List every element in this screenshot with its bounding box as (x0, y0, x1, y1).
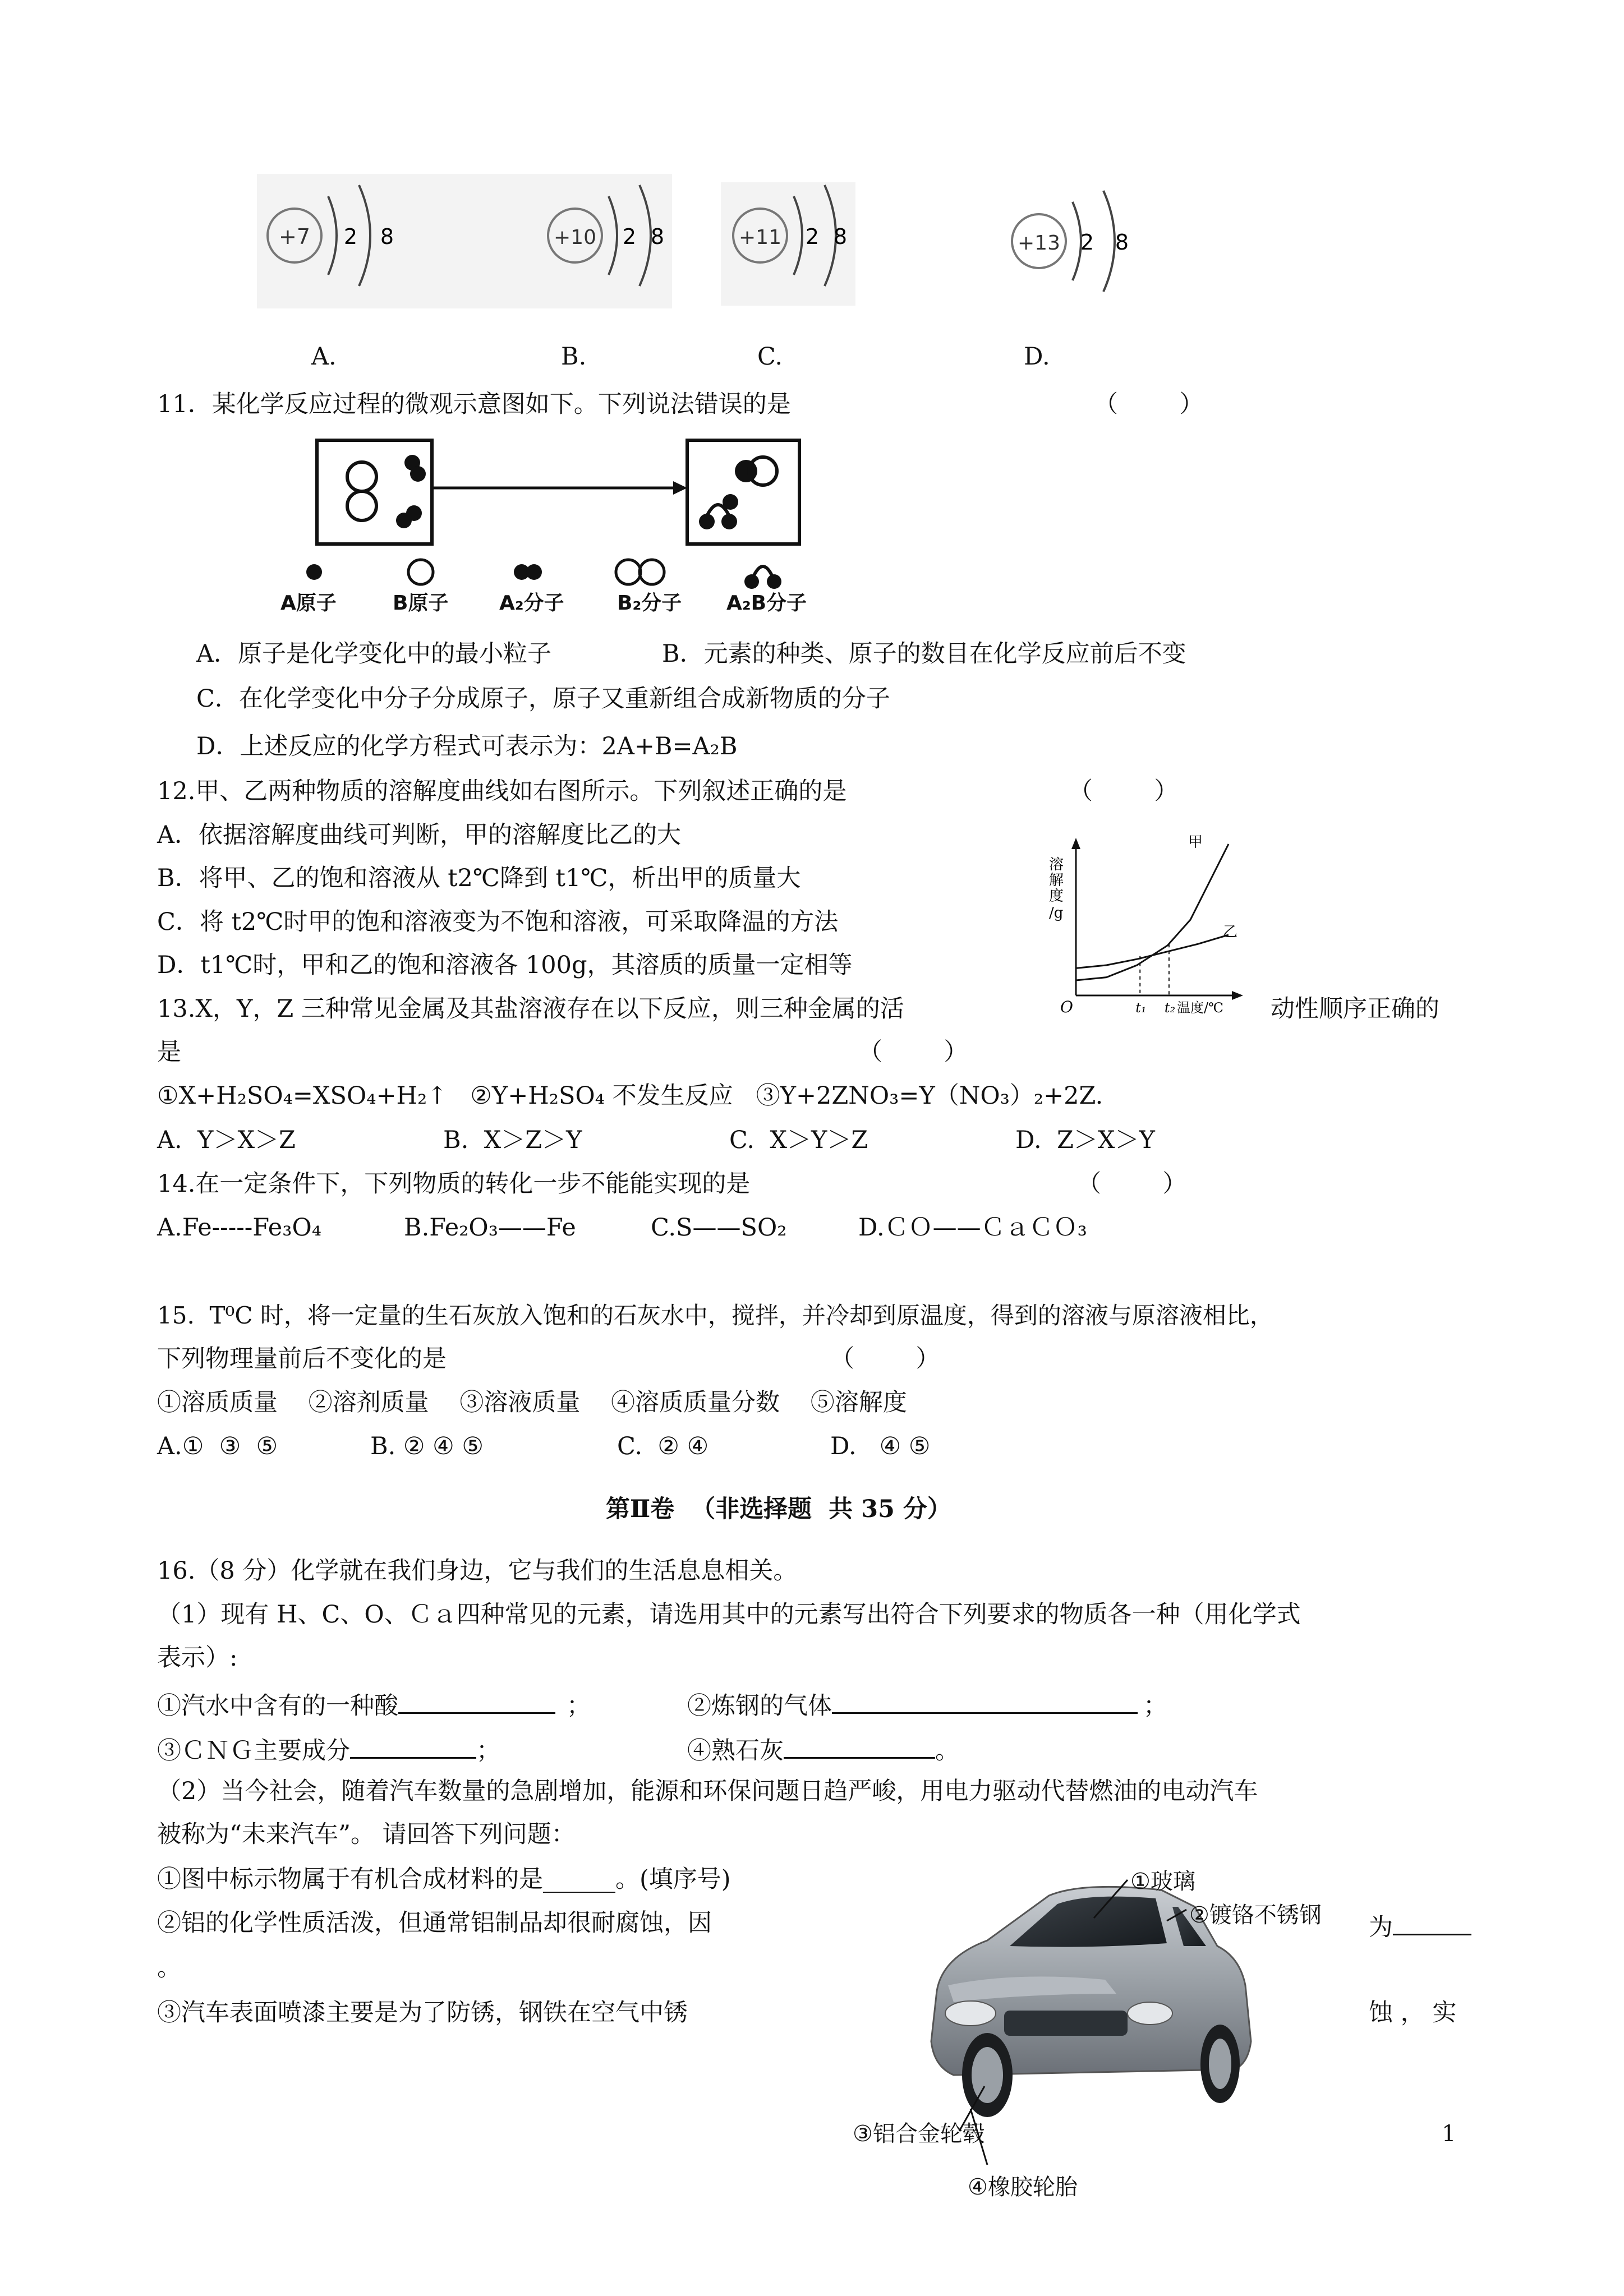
legend-b2-molecule: B₂分子 (617, 592, 682, 615)
svg-text:2: 2 (622, 224, 637, 249)
q16-part2-b: 被称为“未来汽车”。 请回答下列问题： (157, 1820, 576, 1848)
q13-answer-paren: （ ） (858, 1038, 968, 1066)
answer-blank-3[interactable] (350, 1735, 476, 1759)
chart-tick-t1: t₁ (1135, 1000, 1147, 1015)
atom-diagram-c (733, 185, 847, 286)
q13-option-a: A. Y＞X＞Z (157, 1126, 296, 1154)
q13-stem-2: 是 (157, 1038, 181, 1066)
q10-option-d: D. (1024, 343, 1050, 371)
q13-option-c: C. X＞Y＞Z (729, 1126, 868, 1154)
q11-answer-paren: （ ） (1094, 390, 1204, 418)
atom-diagram-a (268, 185, 394, 286)
q12-answer-paren: （ ） (1069, 777, 1179, 805)
q12-option-b: B．将甲、乙的饱和溶液从 t2℃降到 t1℃，析出甲的质量大 (157, 864, 801, 892)
car-label-chrome-steel: ②镀铬不锈钢 (1189, 1902, 1322, 1928)
q16-part2: （2）当今社会，随着汽车数量的急剧增加，能源和环保问题日趋严峻，用电力驱动代替燃油的电动汽车 (157, 1777, 1258, 1805)
chart-ylabel-3: 度 (1049, 888, 1064, 905)
q16-sub-2: ②铝的化学性质活泼，但通常铝制品却很耐腐蚀，因 (157, 1909, 712, 1937)
page-number: 1 (1442, 2121, 1456, 2147)
legend-a2b-molecule: A₂B分子 (726, 592, 807, 615)
car-label-glass: ①玻璃 (1130, 1869, 1195, 1894)
svg-text:+7: +7 (278, 224, 311, 249)
chart-ylabel-1: 溶 (1049, 856, 1064, 873)
chart-ylabel-2: 解 (1049, 872, 1064, 889)
legend-a2-molecule: A₂分子 (499, 592, 564, 615)
q16-stem: 16.（8 分）化学就在我们身边，它与我们的生活息息相关。 (157, 1557, 798, 1585)
q15-items: ①溶质质量 ②溶剂质量 ③溶液质量 ④溶质质量分数 ⑤溶解度 (157, 1389, 907, 1417)
q14-option-d: D.ＣＯ——ＣａＣＯ₃ (858, 1214, 1087, 1242)
q16-sub-3-right: 蚀 ， 实 (1369, 1999, 1457, 2027)
q14-option-a: A.Fe-----Fe₃O₄ (157, 1214, 321, 1242)
q15-stem: 15. T⁰C 时，将一定量的生石灰放入饱和的石灰水中，搅拌，并冷却到原温度，得到的溶液与原溶液相比， (157, 1302, 1273, 1329)
svg-text:+13: +13 (1018, 232, 1060, 255)
svg-text:2: 2 (805, 224, 820, 249)
section-title: 第Ⅱ卷 （非选择题 共 35 分） (606, 1495, 951, 1523)
series-label-jia: 甲 (1188, 834, 1203, 851)
legend-a2b-molecule-icon (744, 566, 781, 589)
chart-tick-t2: t₂ (1164, 1000, 1176, 1015)
q13-stem-tail: 动性顺序正确的 (1271, 995, 1439, 1023)
q15-option-c: C. ② ④ (617, 1432, 709, 1460)
svg-text:8: 8 (833, 224, 848, 249)
q14-stem: 14.在一定条件下，下列物质的转化一步不能能实现的是 (157, 1170, 751, 1198)
q13-stem: 13.X，Y，Z 三种常见金属及其盐溶液存在以下反应，则三种金属的活 (157, 995, 904, 1023)
q16-fill-1: ①汽水中含有的一种酸 ； (157, 1690, 591, 1718)
svg-text:+11: +11 (739, 226, 781, 249)
reaction-legend-icons (275, 552, 864, 592)
series-label-yi: 乙 (1223, 924, 1238, 940)
q16-sub-1: ①图中标示物属于有机合成材料的是______。(填序号) (157, 1865, 731, 1893)
q15-stem-2: 下列物理量前后不变化的是 (157, 1345, 447, 1373)
q13-reactions: ①X+H₂SO₄=XSO₄+H₂↑ ②Y+H₂SO₄ 不发生反应 ③Y+2ZNO₃=Y（NO₃）₂+2Z. (157, 1082, 1103, 1110)
q10-option-a: A. (311, 343, 337, 371)
q12-stem: 12.甲、乙两种物质的溶解度曲线如右图所示。下列叙述正确的是 (157, 777, 847, 805)
q16-sub-2-right: 为 (1369, 1911, 1471, 1940)
q12-option-a: A．依据溶解度曲线可判断，甲的溶解度比乙的大 (157, 821, 682, 849)
q11-option-c: C．在化学变化中分子分成原子，原子又重新组合成新物质的分子 (196, 685, 890, 713)
chart-origin-label: O (1060, 998, 1073, 1015)
atom-diagram-b (548, 185, 664, 286)
q15-option-d: D. ④ ⑤ (830, 1432, 931, 1460)
q16-sub-2-end: 。 (157, 1954, 181, 1982)
svg-text:8: 8 (650, 224, 665, 249)
solubility-curve-chart (1038, 830, 1245, 1015)
svg-text:8: 8 (1115, 230, 1129, 255)
q13-option-d: D. Z＞X＞Y (1015, 1126, 1155, 1154)
legend-a2-molecule-icon (514, 564, 542, 580)
svg-text:+10: +10 (554, 226, 596, 249)
q15-option-b: B. ② ④ ⑤ (370, 1432, 484, 1460)
q11-stem: 11．某化学反应过程的微观示意图如下。下列说法错误的是 (157, 390, 791, 418)
q14-option-c: C.S——SO₂ (651, 1214, 787, 1242)
legend-b-atom-icon (408, 560, 433, 584)
q11-option-a: A．原子是化学变化中的最小粒子 (196, 640, 552, 668)
svg-text:2: 2 (1080, 230, 1094, 255)
q12-option-d: D．t1℃时，甲和乙的饱和溶液各 100g，其溶质的质量一定相等 (157, 951, 853, 979)
chart-xlabel: 温度/℃ (1177, 1000, 1223, 1015)
answer-blank-4[interactable] (784, 1735, 935, 1759)
q16-part1: （1）现有 H、C、O、Ｃａ四种常见的元素，请选用其中的元素写出符合下列要求的物质各一种（用化学式 (157, 1601, 1301, 1629)
atom-structure-diagrams (0, 0, 1624, 348)
legend-a-atom-icon (306, 564, 322, 580)
q11-option-d: D．上述反应的化学方程式可表示为：2A+B=A₂B (196, 732, 738, 760)
chart-ylabel-4: /g (1049, 905, 1064, 921)
answer-blank-5[interactable] (1393, 1911, 1471, 1935)
q15-answer-paren: （ ） (830, 1345, 940, 1373)
q15-option-a: A.① ③ ⑤ (157, 1432, 278, 1460)
legend-b-atom: B原子 (393, 592, 449, 615)
q16-fill-2: ②炼钢的气体 ； (687, 1690, 1167, 1718)
q12-option-c: C．将 t2℃时甲的饱和溶液变为不饱和溶液，可采取降温的方法 (157, 908, 839, 936)
answer-blank-1[interactable] (398, 1690, 555, 1714)
svg-text:8: 8 (380, 224, 394, 249)
legend-b2-molecule-icon (616, 560, 664, 584)
svg-text:2: 2 (343, 224, 358, 249)
q14-answer-paren: （ ） (1077, 1170, 1187, 1198)
q16-fill-3: ③ＣＮＧ主要成分 ； (157, 1735, 500, 1763)
q16-fill-4: ④熟石灰 。 (687, 1735, 959, 1763)
q16-sub-3: ③汽车表面喷漆主要是为了防锈，钢铁在空气中锈 (157, 1999, 688, 2027)
legend-a-atom: A原子 (280, 592, 337, 615)
q13-option-b: B. X＞Z＞Y (443, 1126, 582, 1154)
q16-part1-b: 表示）: (157, 1644, 238, 1672)
series-line-jia (1076, 844, 1229, 980)
atom-diagram-d (1012, 191, 1129, 292)
q10-option-b: B. (561, 343, 587, 371)
q10-option-c: C. (757, 343, 783, 371)
q11-option-b: B．元素的种类、原子的数目在化学反应前后不变 (662, 640, 1186, 668)
series-line-yi (1076, 935, 1229, 968)
answer-blank-2[interactable] (832, 1690, 1138, 1714)
car-label-rubber-tire: ④橡胶轮胎 (968, 2174, 1078, 2200)
car-label-alloy-wheel: ③铝合金轮毂 (853, 2121, 985, 2147)
q14-option-b: B.Fe₂O₃——Fe (404, 1214, 576, 1242)
